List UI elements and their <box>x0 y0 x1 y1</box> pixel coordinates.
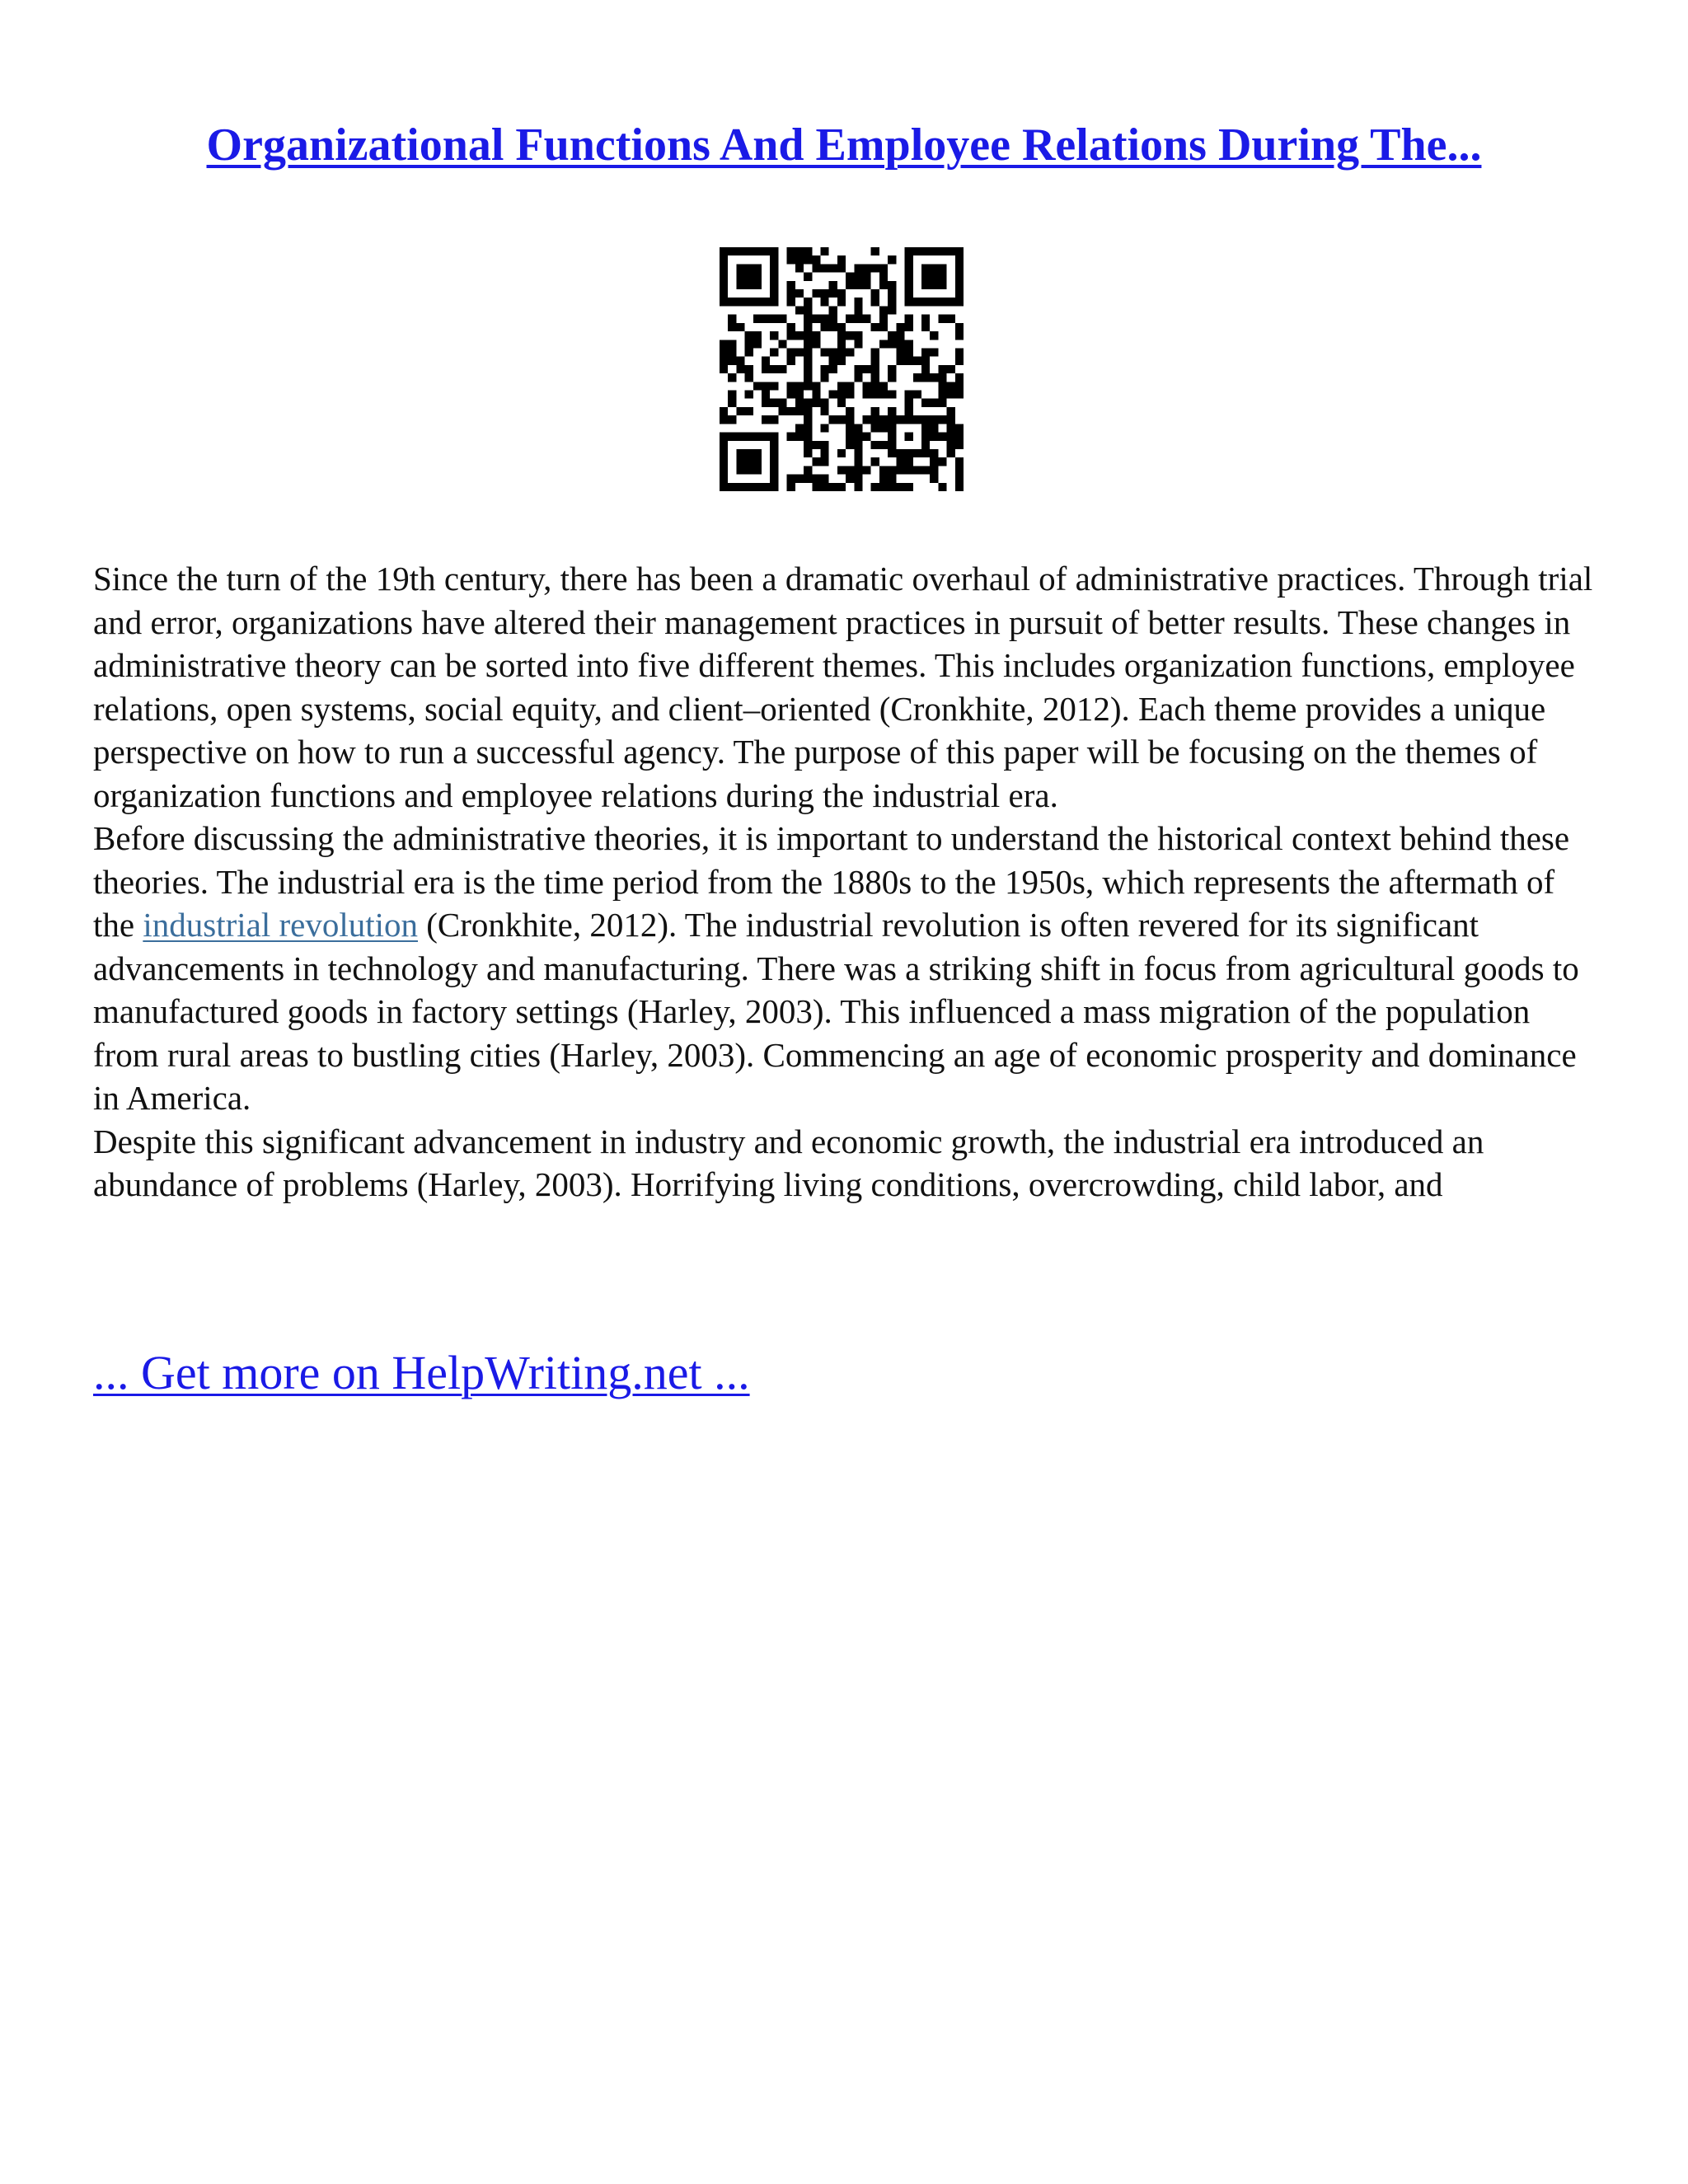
paragraph-historical-context <box>93 817 1601 1120</box>
paragraph-intro: Since the turn of the 19th century, there has been a dramatic overhaul of administrative practices. Through trial and error, organizations have altered their management practices in pursuit of better results. These changes in administrative theory can be sorted into five different themes. This includes organization functions, employee relations, open systems, social equity, and client–oriented (Cronkhite, 2012). Each theme provides a unique perspective on how to run a successful agency. The purpose of this paper will be focusing on the themes of organization functions and employee relations during the industrial era. <box>93 560 1593 814</box>
industrial-revolution-link[interactable]: industrial revolution <box>143 906 418 944</box>
paragraph-text: (Cronkhite, 2012). The industrial revolution is often revered for its significant advancements in technology and manufacturing. There was a striking shift in focus from agricultural goods to manufactured goods in factory settings (Harley, 2003). This influenced a mass migration of the population from rural areas to bustling cities (Harley, 2003). Commencing an age of economic prosperity and dominance in America. <box>93 906 1579 1117</box>
paragraph-text: Before discussing the administrative theories, it is important to understand the historical context behind these theories. The industrial era is the time period from the 1880s to the 1950s, which represents the aftermath of the <box>93 819 1570 944</box>
paragraph-problems: Despite this significant advancement in industry and economic growth, the industrial era introduced an abundance of problems (Harley, 2003). Horrifying living conditions, overcrowding, child labor, and <box>93 1122 1484 1203</box>
qr-code-icon <box>720 247 964 491</box>
document-body <box>93 557 1601 1207</box>
document-title-link[interactable]: Organizational Functions And Employee Relations During The... <box>206 120 1482 171</box>
get-more-link[interactable]: ... Get more on HelpWriting.net ... <box>93 1346 750 1399</box>
